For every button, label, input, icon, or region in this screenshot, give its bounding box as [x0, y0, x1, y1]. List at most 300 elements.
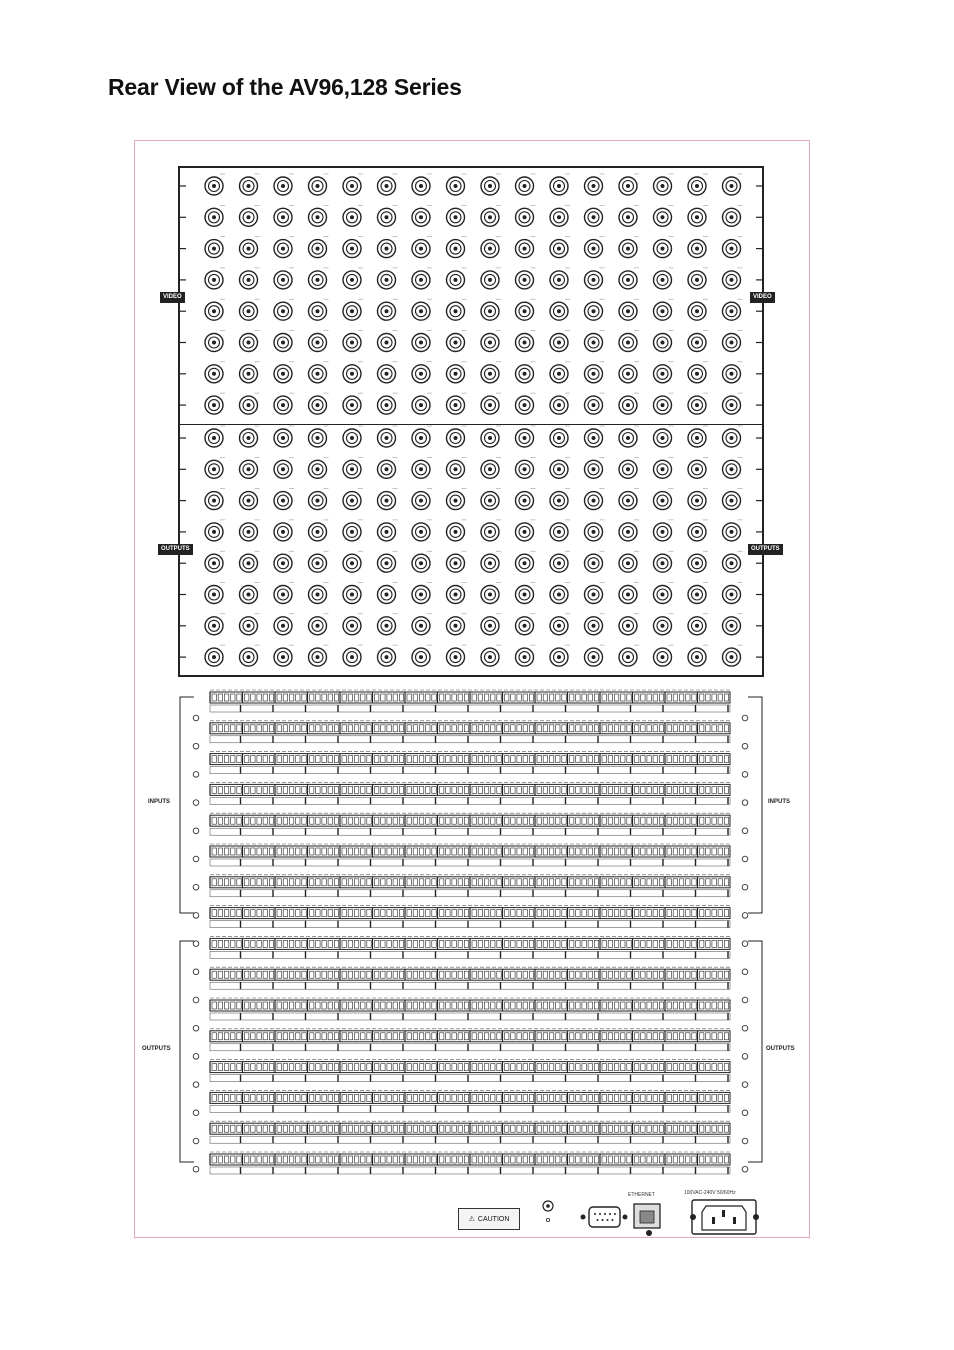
mounting-hole-right — [742, 1054, 748, 1060]
bnc-pin — [730, 372, 734, 376]
bnc-pin — [316, 403, 320, 407]
rs232-pin — [612, 1219, 614, 1221]
inputs-bracket-left — [180, 697, 194, 913]
bnc-pin — [247, 561, 251, 565]
mounting-hole-right — [742, 800, 748, 806]
bnc-pin — [523, 403, 527, 407]
bnc-pin — [281, 247, 285, 251]
bnc-pin — [454, 593, 458, 597]
mounting-hole-right — [742, 884, 748, 890]
bnc-pin — [316, 184, 320, 188]
bnc-pin — [523, 467, 527, 471]
mounting-hole-left — [193, 913, 199, 919]
bnc-pin — [557, 530, 561, 534]
bnc-pin — [350, 467, 354, 471]
bnc-pin — [454, 467, 458, 471]
bnc-pin — [350, 184, 354, 188]
bnc-pin — [247, 530, 251, 534]
outputs-bracket-right — [748, 941, 762, 1162]
bnc-pin — [695, 247, 699, 251]
bnc-pin — [730, 403, 734, 407]
bnc-pin — [626, 467, 630, 471]
mounting-hole-right — [742, 997, 748, 1003]
rs232-pin — [607, 1219, 609, 1221]
mounting-hole-right — [742, 743, 748, 749]
bnc-pin — [281, 499, 285, 503]
bnc-pin — [730, 593, 734, 597]
bnc-pin — [626, 593, 630, 597]
mounting-hole-right — [742, 772, 748, 778]
bnc-pin — [695, 215, 699, 219]
bnc-pin — [247, 372, 251, 376]
bnc-pin — [557, 499, 561, 503]
bnc-pin — [557, 561, 561, 565]
bnc-pin — [695, 530, 699, 534]
bnc-pin — [661, 309, 665, 313]
bnc-pin — [557, 278, 561, 282]
bnc-pin — [730, 184, 734, 188]
bnc-pin — [454, 403, 458, 407]
bnc-pin — [454, 624, 458, 628]
bnc-pin — [316, 436, 320, 440]
bnc-pin — [557, 341, 561, 345]
mounting-hole-right — [742, 913, 748, 919]
bnc-pin — [730, 247, 734, 251]
bnc-pin — [281, 403, 285, 407]
mounting-hole-right — [742, 1025, 748, 1031]
terminal-label-row — [210, 890, 730, 897]
bnc-pin — [212, 593, 216, 597]
bnc-pin — [316, 499, 320, 503]
bnc-pin — [454, 341, 458, 345]
bnc-pin — [419, 467, 423, 471]
bnc-pin — [695, 561, 699, 565]
bnc-pin — [523, 184, 527, 188]
bnc-pin — [695, 593, 699, 597]
bnc-pin — [626, 624, 630, 628]
bnc-pin — [626, 341, 630, 345]
bnc-pin — [385, 655, 389, 659]
power-screw-right — [753, 1214, 759, 1220]
ground-screw-center — [546, 1204, 550, 1208]
bnc-pin — [281, 467, 285, 471]
bnc-pin — [730, 561, 734, 565]
mounting-hole-right — [742, 856, 748, 862]
mounting-hole-right — [742, 1138, 748, 1144]
bnc-pin — [592, 184, 596, 188]
bnc-pin — [730, 624, 734, 628]
bnc-pin — [385, 184, 389, 188]
iec-pin — [712, 1217, 715, 1224]
bnc-pin — [419, 499, 423, 503]
bnc-pin — [592, 309, 596, 313]
bnc-pin — [592, 247, 596, 251]
bnc-pin — [419, 184, 423, 188]
bnc-pin — [419, 341, 423, 345]
bnc-pin — [730, 467, 734, 471]
warning-icon: ⚠ — [468, 1216, 475, 1223]
audio-outputs-label-left: OUTPUTS — [142, 1046, 171, 1052]
bnc-pin — [385, 436, 389, 440]
iec-socket — [702, 1206, 746, 1230]
mounting-hole-left — [193, 828, 199, 834]
bnc-pin — [350, 341, 354, 345]
mounting-hole-left — [193, 715, 199, 721]
bnc-pin — [592, 372, 596, 376]
bnc-pin — [523, 530, 527, 534]
bnc-pin — [316, 655, 320, 659]
bnc-pin — [661, 593, 665, 597]
bnc-pin — [695, 278, 699, 282]
bnc-pin — [316, 278, 320, 282]
bnc-pin — [419, 372, 423, 376]
bnc-pin — [212, 530, 216, 534]
bnc-pin — [488, 309, 492, 313]
bnc-pin — [385, 309, 389, 313]
bnc-pin — [730, 278, 734, 282]
iec-pin — [733, 1217, 736, 1224]
bnc-pin — [661, 247, 665, 251]
ethernet-led — [646, 1230, 652, 1236]
bnc-pin — [350, 499, 354, 503]
bnc-pin — [316, 624, 320, 628]
bnc-pin — [212, 341, 216, 345]
bnc-pin — [661, 278, 665, 282]
bnc-pin — [523, 309, 527, 313]
audio-inputs-label-right: INPUTS — [768, 799, 791, 805]
bnc-pin — [281, 278, 285, 282]
rs232-port-icon — [589, 1207, 620, 1227]
bnc-pin — [212, 403, 216, 407]
bnc-pin — [523, 278, 527, 282]
bnc-pin — [454, 309, 458, 313]
bnc-pin — [212, 561, 216, 565]
mounting-hole-left — [193, 1025, 199, 1031]
bnc-pin — [695, 499, 699, 503]
bnc-pin — [523, 499, 527, 503]
terminal-label-row — [210, 951, 730, 958]
bnc-pin — [730, 215, 734, 219]
bnc-pin — [454, 184, 458, 188]
audio-inputs-label-left: INPUTS — [148, 799, 171, 805]
ethernet-label: ETHERNET — [628, 1192, 655, 1198]
bnc-pin — [419, 530, 423, 534]
bnc-pin — [557, 309, 561, 313]
bnc-pin — [661, 467, 665, 471]
bnc-pin — [350, 624, 354, 628]
bnc-pin — [419, 403, 423, 407]
bnc-pin — [626, 530, 630, 534]
bnc-pin — [316, 309, 320, 313]
bnc-pin — [247, 403, 251, 407]
terminal-label-row — [210, 1105, 730, 1112]
bnc-pin — [385, 624, 389, 628]
mounting-hole-right — [742, 1110, 748, 1116]
mounting-hole-left — [193, 743, 199, 749]
mounting-hole-right — [742, 828, 748, 834]
rs232-pin — [604, 1213, 606, 1215]
bnc-pin — [385, 341, 389, 345]
bnc-pin — [247, 215, 251, 219]
rs232-pin — [599, 1213, 601, 1215]
bnc-pin — [316, 247, 320, 251]
bnc-pin — [419, 436, 423, 440]
bnc-pin — [488, 184, 492, 188]
bnc-pin — [350, 403, 354, 407]
bnc-pin — [488, 467, 492, 471]
audio-outputs-label-right: OUTPUTS — [766, 1046, 795, 1052]
bnc-pin — [350, 655, 354, 659]
page-title: Rear View of the AV96,128 Series — [108, 74, 462, 100]
bnc-pin — [488, 341, 492, 345]
bnc-pin — [281, 309, 285, 313]
bnc-pin — [281, 341, 285, 345]
video-label-right: VIDEO — [750, 292, 775, 303]
mounting-hole-left — [193, 800, 199, 806]
bnc-pin — [695, 341, 699, 345]
bnc-pin — [661, 341, 665, 345]
bnc-pin — [523, 215, 527, 219]
bnc-pin — [523, 436, 527, 440]
bnc-pin — [419, 655, 423, 659]
outputs-bracket-left — [180, 941, 194, 1162]
bnc-pin — [488, 655, 492, 659]
bnc-pin — [626, 561, 630, 565]
bnc-pin — [454, 436, 458, 440]
terminal-label-row — [210, 767, 730, 774]
bnc-pin — [488, 593, 492, 597]
rs232-screw-left — [581, 1215, 586, 1220]
bnc-pin — [350, 309, 354, 313]
bnc-pin — [281, 624, 285, 628]
bnc-pin — [454, 499, 458, 503]
bnc-pin — [247, 247, 251, 251]
bnc-pin — [488, 436, 492, 440]
bnc-pin — [695, 184, 699, 188]
bnc-pin — [212, 655, 216, 659]
bnc-pin — [316, 341, 320, 345]
bnc-pin — [488, 372, 492, 376]
bnc-pin — [730, 499, 734, 503]
bnc-pin — [454, 247, 458, 251]
inputs-bracket-right — [748, 697, 762, 913]
bnc-pin — [419, 215, 423, 219]
bnc-pin — [626, 309, 630, 313]
bnc-pin — [454, 655, 458, 659]
bnc-pin — [281, 436, 285, 440]
bnc-pin — [281, 184, 285, 188]
bnc-pin — [247, 467, 251, 471]
bnc-pin — [557, 215, 561, 219]
bnc-pin — [695, 436, 699, 440]
bnc-pin — [454, 530, 458, 534]
bnc-pin — [626, 215, 630, 219]
iec-pin — [722, 1210, 725, 1217]
bnc-pin — [247, 655, 251, 659]
bnc-pin — [385, 247, 389, 251]
bnc-pin — [523, 561, 527, 565]
bnc-pin — [661, 436, 665, 440]
bnc-pin — [730, 436, 734, 440]
mounting-hole-left — [193, 941, 199, 947]
bnc-pin — [212, 278, 216, 282]
bnc-pin — [419, 624, 423, 628]
bnc-pin — [557, 655, 561, 659]
bnc-pin — [730, 530, 734, 534]
terminal-label-row — [210, 1167, 730, 1174]
bnc-pin — [661, 655, 665, 659]
terminal-label-row — [210, 797, 730, 804]
video-label-left: VIDEO — [160, 292, 185, 303]
mounting-hole-left — [193, 1082, 199, 1088]
mounting-hole-right — [742, 1166, 748, 1172]
mounting-hole-right — [742, 941, 748, 947]
bnc-pin — [350, 278, 354, 282]
bnc-pin — [419, 309, 423, 313]
bnc-pin — [592, 655, 596, 659]
bnc-pin — [592, 278, 596, 282]
bnc-pin — [592, 467, 596, 471]
power-label: 100VAC-240V 50/60Hz — [684, 1190, 736, 1196]
rs232-pin — [609, 1213, 611, 1215]
bnc-pin — [626, 372, 630, 376]
bnc-pin — [281, 593, 285, 597]
mounting-hole-left — [193, 1054, 199, 1060]
rs232-screw-right — [623, 1215, 628, 1220]
outputs-label-right: OUTPUTS — [748, 544, 783, 555]
bnc-pin — [557, 403, 561, 407]
bnc-pin — [316, 593, 320, 597]
bnc-pin — [281, 215, 285, 219]
bnc-pin — [247, 278, 251, 282]
bnc-pin — [592, 436, 596, 440]
bnc-pin — [281, 372, 285, 376]
bnc-pin — [247, 309, 251, 313]
bnc-pin — [212, 467, 216, 471]
bnc-pin — [661, 215, 665, 219]
bnc-pin — [212, 215, 216, 219]
bnc-pin — [247, 436, 251, 440]
bnc-pin — [419, 561, 423, 565]
terminal-label-row — [210, 1044, 730, 1051]
bnc-pin — [592, 499, 596, 503]
bnc-pin — [350, 215, 354, 219]
bnc-pin — [385, 530, 389, 534]
rs232-pin — [594, 1213, 596, 1215]
bnc-pin — [626, 278, 630, 282]
mounting-hole-left — [193, 884, 199, 890]
bnc-pin — [419, 278, 423, 282]
bnc-pin — [592, 561, 596, 565]
bnc-pin — [626, 247, 630, 251]
bnc-pin — [592, 215, 596, 219]
mounting-hole-left — [193, 1110, 199, 1116]
power-screw-left — [690, 1214, 696, 1220]
bnc-pin — [385, 467, 389, 471]
bnc-pin — [212, 184, 216, 188]
caution-label: ⚠ CAUTION — [458, 1208, 520, 1230]
bnc-pin — [454, 215, 458, 219]
bnc-pin — [592, 624, 596, 628]
terminal-label-row — [210, 1136, 730, 1143]
bnc-pin — [557, 436, 561, 440]
bnc-pin — [385, 278, 389, 282]
terminal-label-row — [210, 736, 730, 743]
bnc-pin — [385, 593, 389, 597]
bnc-pin — [247, 341, 251, 345]
bnc-pin — [695, 309, 699, 313]
bnc-pin — [488, 499, 492, 503]
bnc-pin — [626, 403, 630, 407]
bnc-pin — [316, 530, 320, 534]
bnc-pin — [488, 247, 492, 251]
mounting-hole-left — [193, 772, 199, 778]
bnc-pin — [350, 561, 354, 565]
bnc-pin — [454, 372, 458, 376]
bnc-pin — [730, 341, 734, 345]
mounting-hole-right — [742, 715, 748, 721]
bnc-pin — [281, 655, 285, 659]
mounting-hole-right — [742, 1082, 748, 1088]
mounting-hole-left — [193, 1166, 199, 1172]
indicator-led — [546, 1218, 549, 1221]
bnc-pin — [385, 499, 389, 503]
bnc-pin — [626, 655, 630, 659]
bnc-pin — [247, 499, 251, 503]
bnc-pin — [695, 403, 699, 407]
bnc-pin — [488, 215, 492, 219]
bnc-pin — [454, 278, 458, 282]
bnc-pin — [695, 624, 699, 628]
bnc-pin — [695, 467, 699, 471]
terminal-label-row — [210, 921, 730, 928]
bnc-pin — [488, 624, 492, 628]
mounting-hole-left — [193, 1138, 199, 1144]
mounting-hole-left — [193, 997, 199, 1003]
bnc-pin — [350, 530, 354, 534]
bnc-pin — [523, 624, 527, 628]
bnc-pin — [523, 341, 527, 345]
bnc-pin — [212, 624, 216, 628]
bnc-pin — [385, 372, 389, 376]
mounting-hole-left — [193, 969, 199, 975]
bnc-pin — [212, 499, 216, 503]
bnc-pin — [661, 184, 665, 188]
bnc-pin — [488, 561, 492, 565]
terminal-label-row — [210, 982, 730, 989]
bnc-pin — [592, 593, 596, 597]
bnc-pin — [730, 655, 734, 659]
bnc-pin — [557, 184, 561, 188]
bnc-pin — [316, 215, 320, 219]
bnc-pin — [661, 403, 665, 407]
bnc-pin — [350, 247, 354, 251]
bnc-pin — [247, 184, 251, 188]
bnc-pin — [350, 436, 354, 440]
bnc-pin — [523, 655, 527, 659]
bnc-pin — [661, 499, 665, 503]
bnc-pin — [212, 309, 216, 313]
bnc-pin — [557, 624, 561, 628]
bnc-pin — [281, 530, 285, 534]
bnc-pin — [419, 247, 423, 251]
bnc-pin — [316, 467, 320, 471]
bnc-pin — [523, 593, 527, 597]
bnc-pin — [557, 593, 561, 597]
terminal-label-row — [210, 859, 730, 866]
bnc-pin — [626, 499, 630, 503]
bnc-pin — [212, 372, 216, 376]
